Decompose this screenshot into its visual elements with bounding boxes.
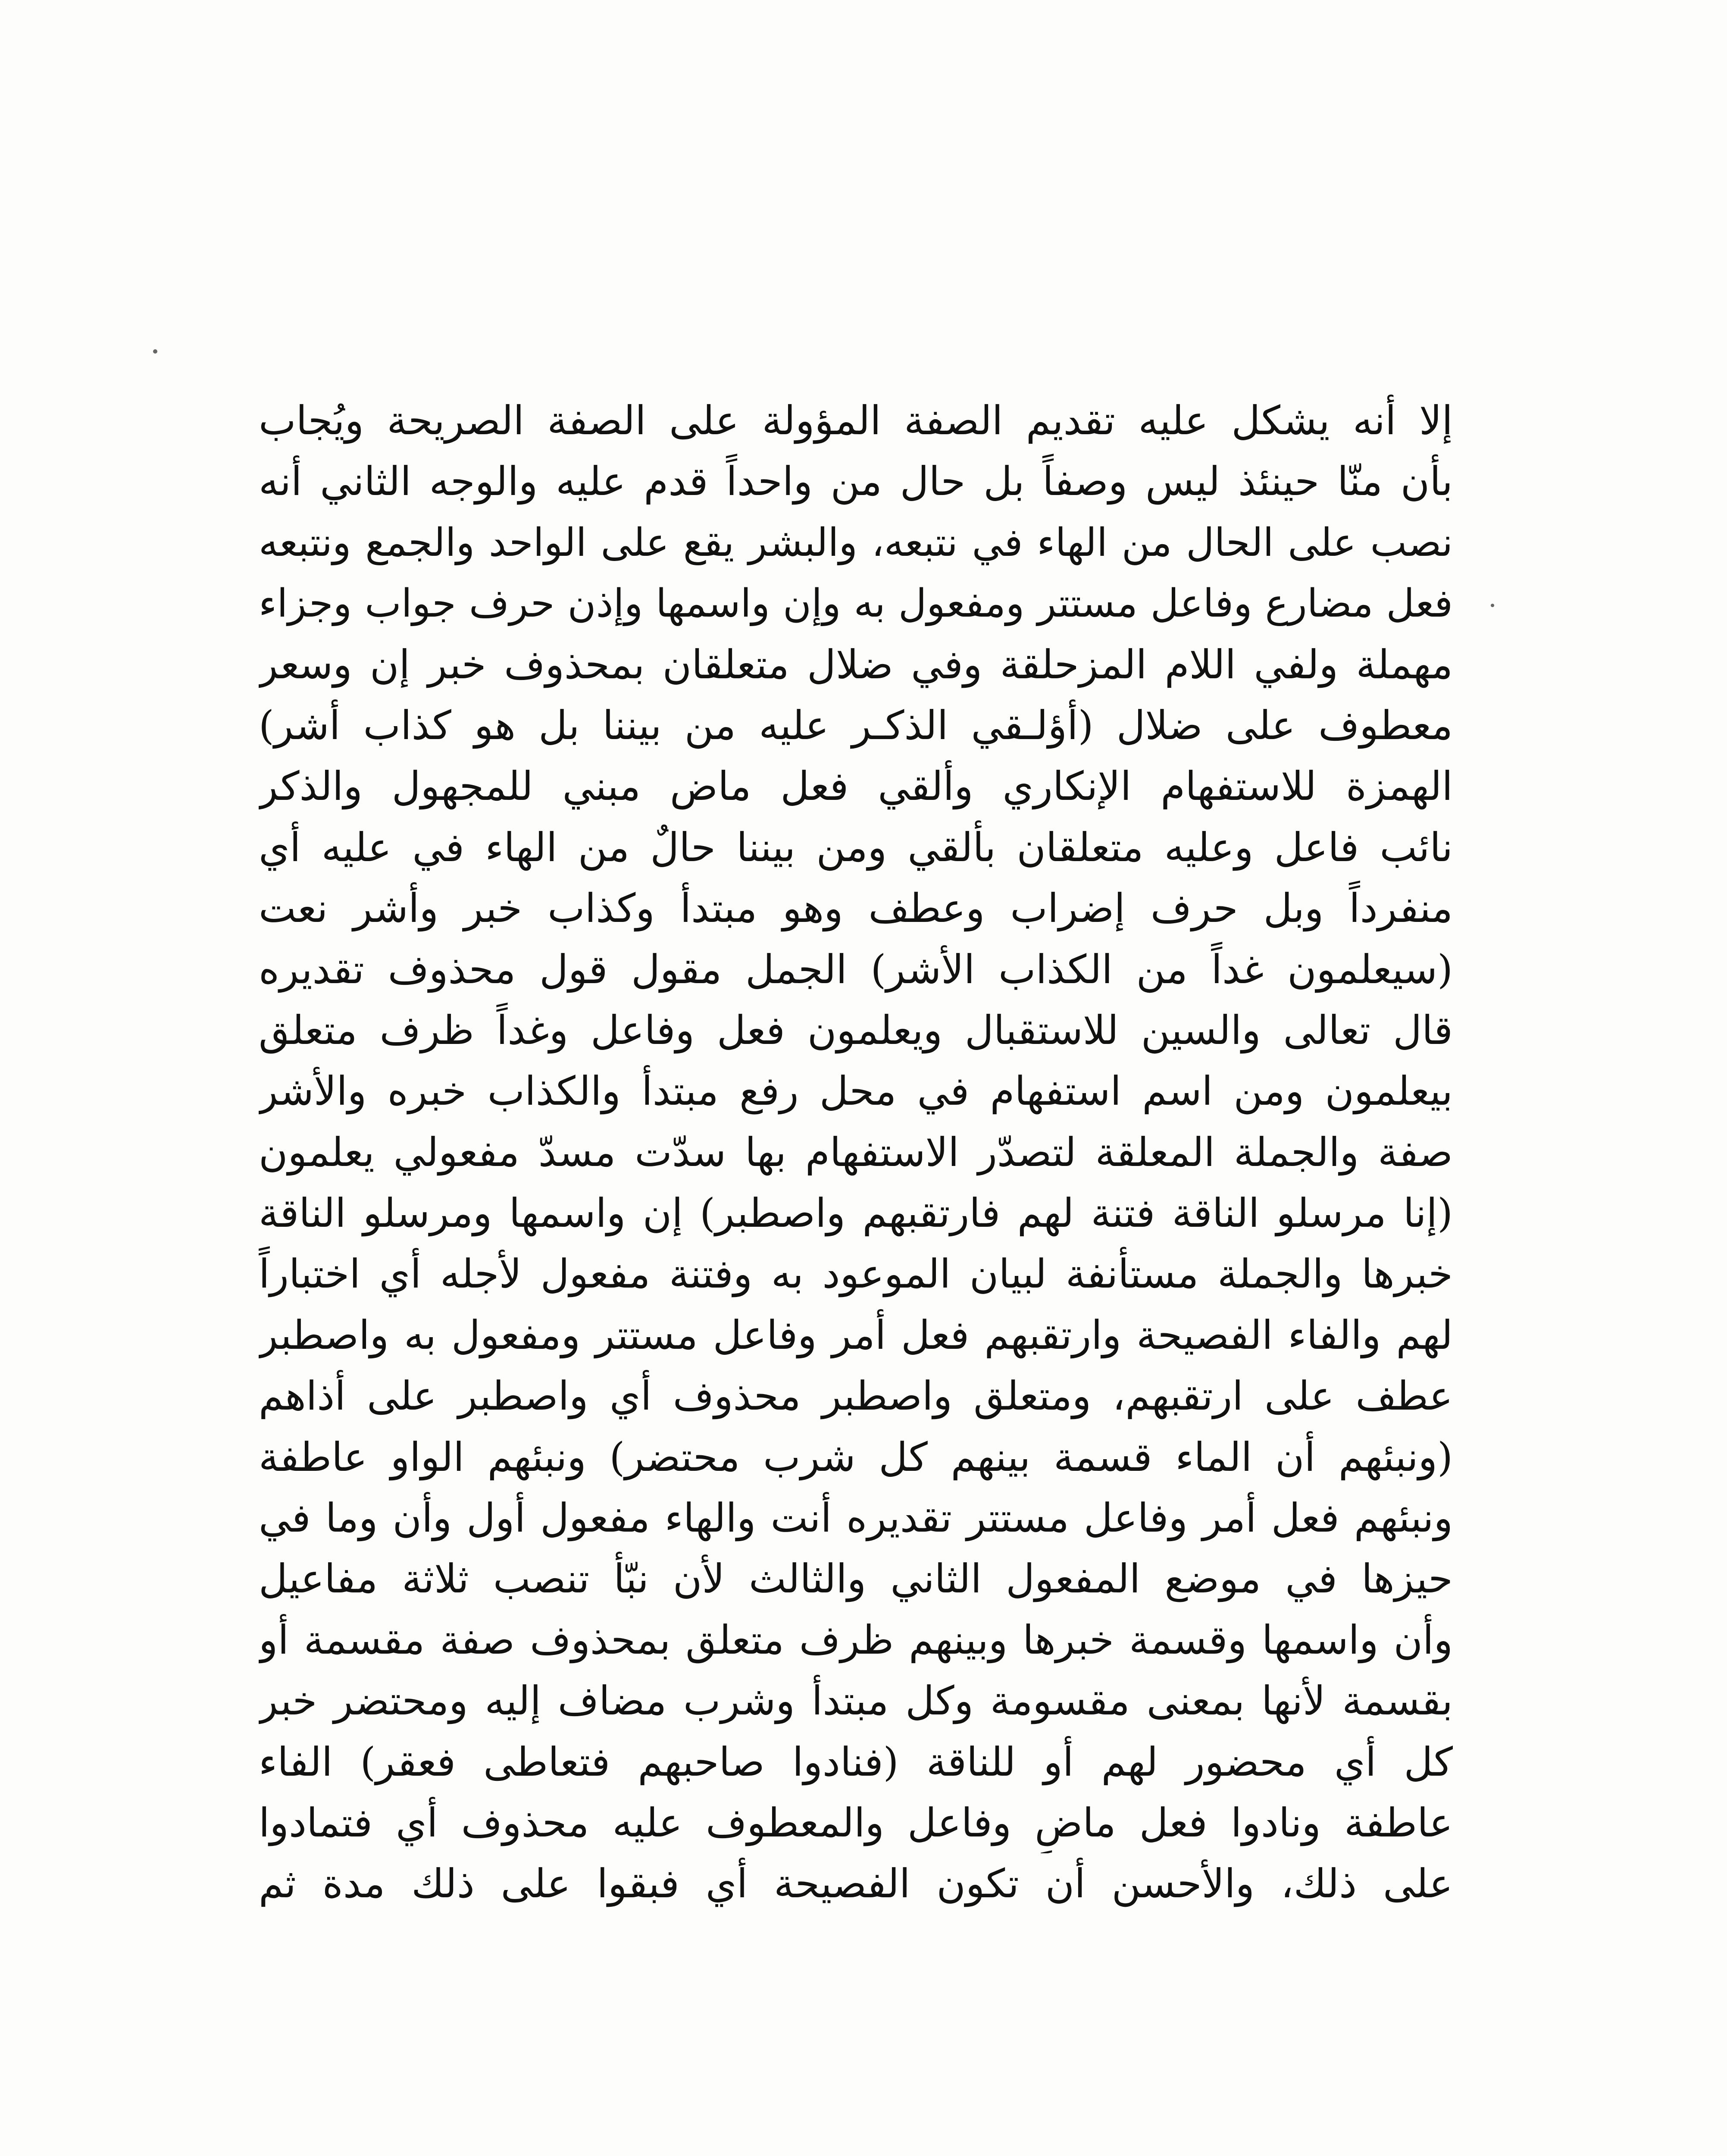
text-line: بقسمة لأنها بمعنى مقسومة وكل مبتدأ وشرب مضاف إليه ومحتضر خبر (259, 1678, 1453, 1724)
scan-speck (153, 349, 157, 354)
text-line: حيزها في موضع المفعول الثاني والثالث لأن نبّأ تنصب ثلاثة مفاعيل (259, 1556, 1453, 1602)
text-line: عاطفة ونادوا فعل ماضٍ وفاعل والمعطوف عليه محذوف أي فتمادوا (259, 1799, 1453, 1846)
text-line: بأن منّا حينئذ ليس وصفاً بل حال من واحداً قدم عليه والوجه الثاني أنه (259, 458, 1453, 505)
text-line: صفة والجملة المعلقة لتصدّر الاستفهام بها سدّت مسدّ مفعولي يعلمون (259, 1129, 1453, 1175)
text-line: (إنا مرسلو الناقة فتنة لهم فارتقبهم واصطبر) إن واسمها ومرسلو الناقة (259, 1190, 1453, 1237)
text-line: عطف على ارتقبهم، ومتعلق واصطبر محذوف أي واصطبر على أذاهم (259, 1373, 1453, 1420)
text-line: على ذلك، والأحسن أن تكون الفصيحة أي فبقوا على ذلك مدة ثم (259, 1861, 1453, 1907)
text-line: وأن واسمها وقسمة خبرها وبينهم ظرف متعلق بمحذوف صفة مقسمة أو (259, 1617, 1453, 1663)
text-line: (ونبئهم أن الماء قسمة بينهم كل شرب محتضر) ونبئهم الواو عاطفة (259, 1434, 1453, 1480)
text-line: (سيعلمون غداً من الكذاب الأشر) الجمل مقول قول محذوف تقديره (259, 946, 1453, 993)
text-line: ونبئهم فعل أمر وفاعل مستتر تقديره أنت والهاء مفعول أول وأن وما في (259, 1495, 1453, 1542)
text-line: لهم والفاء الفصيحة وارتقبهم فعل أمر وفاعل مستتر ومفعول به واصطبر (259, 1312, 1453, 1358)
text-line: نصب على الحال من الهاء في نتبعه، والبشر يقع على الواحد والجمع ونتبعه (259, 520, 1453, 565)
text-line: الهمزة للاستفهام الإنكاري وألقي فعل ماض مبني للمجهول والذكر (259, 763, 1453, 810)
text-line: قال تعالى والسين للاستقبال ويعلمون فعل وفاعل وغداً ظرف متعلق (259, 1007, 1453, 1053)
body-text (259, 390, 1453, 1915)
text-line: مهملة ولفي اللام المزحلقة وفي ضلال متعلقان بمحذوف خبر إن وسعر (259, 641, 1453, 688)
text-line: معطوف على ضلال (أؤلـقي الذكـر عليه من بيننا بل هو كذاب أشر) (259, 702, 1453, 749)
text-line: فعل مضارع وفاعل مستتر ومفعول به وإن واسمها وإذن حرف جواب وجزاء (259, 581, 1453, 627)
text-line: كل أي محضور لهم أو للناقة (فنادوا صاحبهم فتعاطى فعقر) الفاء (259, 1739, 1453, 1785)
text-line: منفرداً وبل حرف إضراب وعطف وهو مبتدأ وكذاب خبر وأشر نعت (259, 885, 1453, 932)
text-line: إلا أنه يشكل عليه تقديم الصفة المؤولة على الصفة الصريحة ويُجاب (259, 398, 1453, 444)
scan-speck (1491, 604, 1494, 607)
text-line: خبرها والجملة مستأنفة لبيان الموعود به وفتنة مفعول لأجله أي اختباراً (259, 1251, 1453, 1297)
text-line: نائب فاعل وعليه متعلقان بألقي ومن بيننا حالٌ من الهاء في عليه أي (259, 824, 1453, 871)
text-line: بيعلمون ومن اسم استفهام في محل رفع مبتدأ والكذاب خبره والأشر (259, 1068, 1453, 1115)
